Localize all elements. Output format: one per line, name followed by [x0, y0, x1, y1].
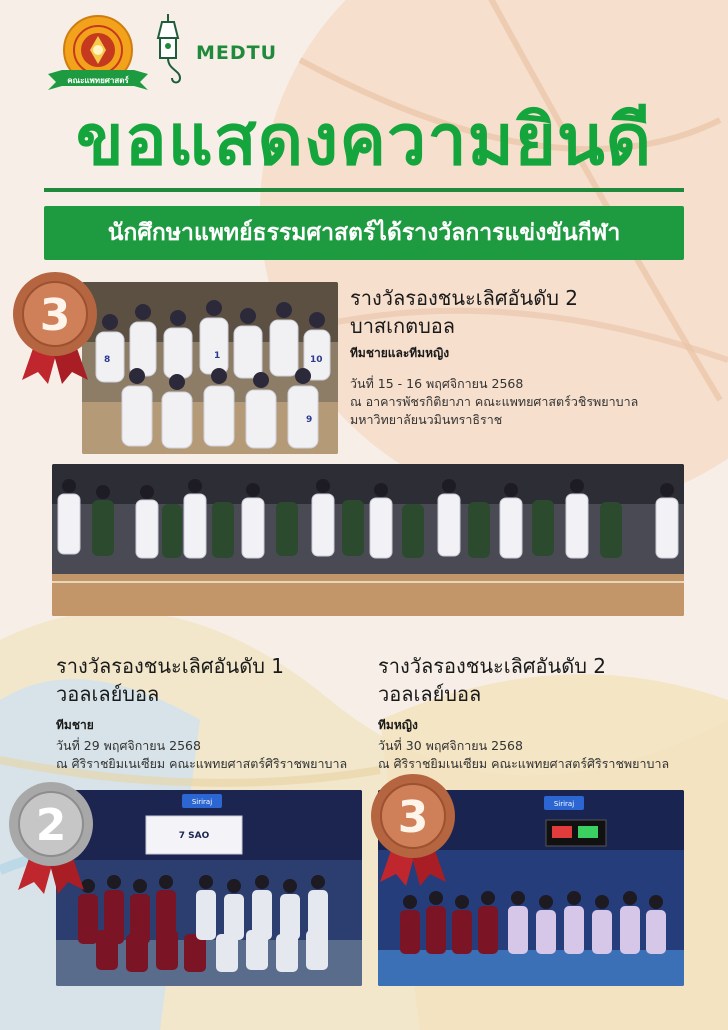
- award-basketball: [350, 284, 710, 429]
- award-venue: ณ อาคารพัชรกิติยาภา คณะแพทยศาสตร์วชิรพยาบาล: [350, 394, 639, 409]
- award-volleyball-men: [56, 652, 376, 773]
- svg-text:1: 1: [214, 351, 221, 361]
- award-date: วันที่ 29 พฤศจิกายน 2568: [56, 738, 201, 753]
- award-date: วันที่ 30 พฤศจิกายน 2568: [378, 738, 523, 753]
- award-venue: ณ ศิริราชยิมเนเซียม คณะแพทยศาสตร์ศิริราชพยาบาล: [56, 756, 348, 771]
- medal-rank-text: 2: [35, 800, 67, 851]
- medal-rank-text: 3: [397, 792, 429, 843]
- basketball-team-photo: [82, 282, 338, 454]
- medal-rank-text: 3: [39, 290, 71, 341]
- award-sport: บาสเกตบอล: [350, 314, 456, 338]
- subtitle-text: นักศึกษาแพทย์ธรรมศาสตร์ได้รางวัลการแข่งขันกีฬา: [107, 220, 621, 246]
- award-venue-university: มหาวิทยาลัยนวมินทราธิราช: [350, 412, 503, 427]
- award-team: ทีมหญิง: [378, 718, 418, 732]
- award-sport: วอลเลย์บอล: [378, 682, 482, 706]
- award-date: วันที่ 15 - 16 พฤศจิกายน 2568: [350, 376, 524, 391]
- basketball-match-photo: [52, 464, 684, 616]
- silver-medal-icon: [4, 778, 98, 898]
- scoreboard-text: 7 SAO: [178, 831, 210, 841]
- headline-divider: [44, 188, 684, 192]
- award-volleyball-women: [378, 652, 708, 773]
- medtu-emblem-icon: [148, 12, 188, 86]
- award-team: ทีมชาย: [56, 718, 94, 732]
- award-venue: ณ ศิริราชยิมเนเซียม คณะแพทยศาสตร์ศิริราชพยาบาล: [378, 756, 670, 771]
- svg-text:9: 9: [306, 415, 313, 425]
- gym-sign-text: Siriraj: [553, 800, 575, 808]
- award-title: รางวัลรองชนะเลิศอันดับ 1: [56, 654, 284, 678]
- headline-congratulations: ขอแสดงความยินดี: [75, 99, 653, 181]
- logo-ribbon-text: คณะแพทยศาสตร์: [67, 76, 129, 85]
- brand-name: MEDTU: [196, 42, 278, 64]
- svg-text:10: 10: [310, 355, 323, 365]
- bronze-medal-icon: [366, 770, 460, 890]
- award-team: ทีมชายและทีมหญิง: [350, 346, 450, 360]
- subtitle-banner: [44, 206, 684, 260]
- award-title: รางวัลรองชนะเลิศอันดับ 2: [378, 654, 606, 678]
- award-title: รางวัลรองชนะเลิศอันดับ 2: [350, 286, 578, 310]
- volleyball-men-photo: [56, 790, 362, 986]
- gym-sign-text: Siriraj: [191, 798, 213, 806]
- bronze-medal-icon: [8, 268, 102, 388]
- award-sport: วอลเลย์บอล: [56, 682, 160, 706]
- svg-text:8: 8: [104, 355, 111, 365]
